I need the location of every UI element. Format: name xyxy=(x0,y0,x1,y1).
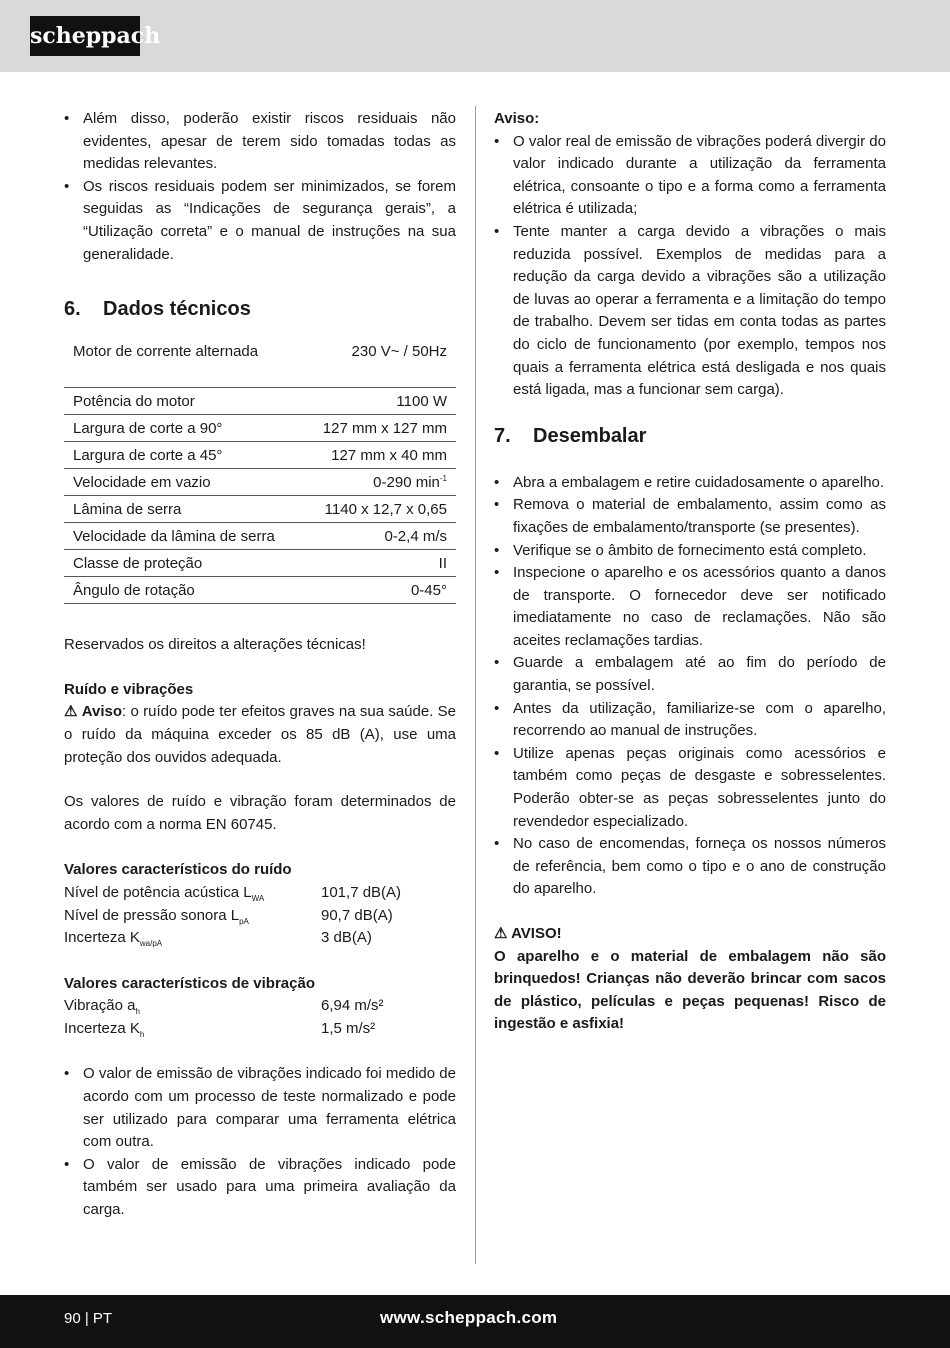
scheppach-logo: scheppach xyxy=(30,16,140,56)
value-row xyxy=(64,1018,456,1041)
intro-bullet-list xyxy=(64,108,456,266)
table-row xyxy=(64,577,456,604)
spec-label: Potência do motor xyxy=(64,388,294,415)
list-item: • Inspecione o aparelho e os acessórios quanto a danos de transporte. O fornecedor deve ser notificado imediatamente no caso de reclamações. Não são aceites reclamações tardias. xyxy=(494,562,886,652)
vibration-info-bullet-list xyxy=(64,1063,456,1221)
spec-value xyxy=(294,496,456,523)
value-label-text: Nível de potência acústica L xyxy=(64,883,252,901)
page-footer xyxy=(0,1295,950,1348)
value-label-text: Incerteza K xyxy=(64,1019,140,1037)
spec-label: Ângulo de rotação xyxy=(64,577,294,604)
table-row xyxy=(64,342,456,388)
table-row xyxy=(64,388,456,415)
value-row xyxy=(64,995,456,1018)
section-7-heading xyxy=(494,424,886,448)
noise-warning-text: : o ruído pode ter efeitos graves na sua saúde. Se o ruído da máquina exceder os 85 dB (A), use uma proteção dos ouvidos adequada. xyxy=(64,703,456,766)
list-item: • Os riscos residuais podem ser minimizados, se forem seguidas as “Indicações de segurança gerais”, a “Utilização correta” e o manual de instruções na sua generalidade. xyxy=(64,176,456,266)
value-number: 90,7 dB(A) xyxy=(321,906,393,924)
table-row xyxy=(64,442,456,469)
aviso-heading: Aviso: xyxy=(494,110,540,127)
final-warning-heading xyxy=(494,923,886,946)
left-column xyxy=(64,108,456,1222)
table-row xyxy=(64,496,456,523)
section-title: Desembalar xyxy=(533,424,647,447)
warning-triangle-icon: ⚠ xyxy=(494,925,508,942)
spec-label: Classe de proteção xyxy=(64,550,294,577)
spec-value-superscript: -1 xyxy=(439,474,447,484)
spec-label: Velocidade da lâmina de serra xyxy=(64,523,294,550)
table-row xyxy=(64,469,456,496)
spec-value-text: 0-45° xyxy=(410,582,447,600)
value-label xyxy=(64,1018,321,1041)
noise-heading: Ruído e vibrações xyxy=(64,680,194,698)
value-label-subscript: wa/pA xyxy=(139,939,163,949)
final-warning-title: AVISO! xyxy=(511,925,562,942)
technical-data-table xyxy=(64,342,456,604)
spec-value xyxy=(294,442,456,469)
warning-triangle-icon: ⚠ xyxy=(64,703,78,721)
reserved-rights-note: Reservados os direitos a alterações técnicas! xyxy=(64,636,366,654)
value-number: 6,94 m/s² xyxy=(321,997,384,1015)
spec-value xyxy=(294,469,456,496)
section-6-heading xyxy=(64,297,456,321)
value-label xyxy=(64,995,321,1018)
value-label-subscript: h xyxy=(139,1029,145,1039)
spec-value-text: 1140 x 12,7 x 0,65 xyxy=(324,501,447,519)
column-divider xyxy=(475,106,476,1264)
table-row xyxy=(64,415,456,442)
value-row xyxy=(64,927,456,950)
list-item: • No caso de encomendas, forneça os nossos números de referência, bem como o tipo e o ano de construção do aparelho. xyxy=(494,833,886,901)
section-number: 6. xyxy=(64,298,81,321)
right-column xyxy=(494,108,886,1036)
section-number: 7. xyxy=(494,424,511,447)
list-item: • Verifique se o âmbito de fornecimento está completo. xyxy=(494,540,886,563)
noise-values-heading: Valores característicos do ruído xyxy=(64,861,292,879)
page-number: 90 | PT xyxy=(64,1310,113,1327)
value-label-subscript: WA xyxy=(251,893,265,903)
spec-label: Lâmina de serra xyxy=(64,496,294,523)
list-item: • Utilize apenas peças originais como acessórios e também como peças de desgaste e sobresselentes. Poderão obter-se as peças sobresselentes junto do revendedor especializado. xyxy=(494,743,886,833)
website-link[interactable]: www.scheppach.com xyxy=(380,1308,558,1327)
list-item: • O valor de emissão de vibrações indicado foi medido de acordo com um processo de teste normalizado e pode ser utilizado para comparar uma ferramenta elétrica com outra. xyxy=(64,1063,456,1153)
list-item: • Guarde a embalagem até ao fim do período de garantia, se possível. xyxy=(494,652,886,697)
value-number: 101,7 dB(A) xyxy=(321,883,402,901)
spec-value-text: II xyxy=(438,555,447,573)
spec-value-text: 0-2,4 m/s xyxy=(384,528,447,546)
list-item: • O valor real de emissão de vibrações poderá divergir do valor indicado durante a utilização da ferramenta elétrica, consoante o tipo e a forma como a ferramenta elétrica é utilizada; xyxy=(494,131,886,221)
value-row xyxy=(64,882,456,905)
spec-value-text: 230 V~ / 50Hz xyxy=(351,343,447,361)
value-label xyxy=(64,927,321,950)
spec-value-text: 127 mm x 40 mm xyxy=(331,447,447,465)
value-label-text: Nível de pressão sonora L xyxy=(64,906,240,924)
value-label-text: Vibração a xyxy=(64,997,136,1015)
table-row xyxy=(64,523,456,550)
final-warning-text: O aparelho e o material de embalagem não são brinquedos! Crianças não deverão brincar com sacos de plástico, películas e peças pequenas! Risco de ingestão e asfixia! xyxy=(494,947,886,1033)
section-title: Dados técnicos xyxy=(103,298,251,321)
list-item: • Além disso, poderão existir riscos residuais não evidentes, apesar de terem sido tomadas todas as medidas relevantes. xyxy=(64,108,456,176)
spec-value xyxy=(294,550,456,577)
value-label-subscript: h xyxy=(135,1007,140,1017)
vibration-values-heading: Valores característicos de vibração xyxy=(64,974,315,992)
noise-norm-text: Os valores de ruído e vibração foram determinados de acordo com a norma EN 60745. xyxy=(64,793,456,833)
spec-label: Velocidade em vazio xyxy=(64,469,294,496)
spec-value-text: 127 mm x 127 mm xyxy=(322,420,447,438)
value-row xyxy=(64,905,456,928)
noise-warning-label: Aviso xyxy=(81,703,123,721)
spec-value-text: 1100 W xyxy=(396,393,447,411)
vibration-values-list xyxy=(64,995,456,1040)
list-item: • O valor de emissão de vibrações indicado pode também ser usado para uma primeira avaliação da carga. xyxy=(64,1154,456,1222)
list-item: • Abra a embalagem e retire cuidadosamente o aparelho. xyxy=(494,472,886,495)
value-label-subscript: pA xyxy=(239,916,249,926)
spec-label: Largura de corte a 45° xyxy=(64,442,294,469)
aviso-bullet-list xyxy=(494,131,886,402)
unpack-bullet-list xyxy=(494,472,886,901)
value-label xyxy=(64,905,321,928)
noise-values-list xyxy=(64,882,456,950)
value-label xyxy=(64,882,321,905)
spec-label: Motor de corrente alternada xyxy=(64,342,294,388)
list-item: • Antes da utilização, familiarize-se com o aparelho, recorrendo ao manual de instruções. xyxy=(494,698,886,743)
spec-value xyxy=(294,577,456,604)
spec-value xyxy=(294,523,456,550)
spec-label: Largura de corte a 90° xyxy=(64,415,294,442)
spec-value-text: 0-290 min xyxy=(373,474,440,492)
value-number: 3 dB(A) xyxy=(321,929,372,947)
value-label-text: Incerteza K xyxy=(64,929,140,947)
spec-value xyxy=(294,415,456,442)
noise-warning xyxy=(64,701,456,769)
page-header xyxy=(0,0,950,72)
value-number: 1,5 m/s² xyxy=(321,1019,376,1037)
table-row xyxy=(64,550,456,577)
list-item: • Remova o material de embalamento, assim como as fixações de embalamento/transporte (se presentes). xyxy=(494,494,886,539)
spec-value xyxy=(294,342,456,388)
list-item: • Tente manter a carga devido a vibrações o mais reduzida possível. Exemplos de medidas para a redução da carga devido a vibrações são a utilização de luvas ao operar a ferramenta e a limitação do tempo de trabalho. Devem ser tidas em conta todas as partes do ciclo de funcionamento (por exemplo, tempos nos quais a ferramenta elétrica está desligada e nos quais está ligada, mas a funcionar sem carga). xyxy=(494,221,886,402)
spec-value xyxy=(294,388,456,415)
